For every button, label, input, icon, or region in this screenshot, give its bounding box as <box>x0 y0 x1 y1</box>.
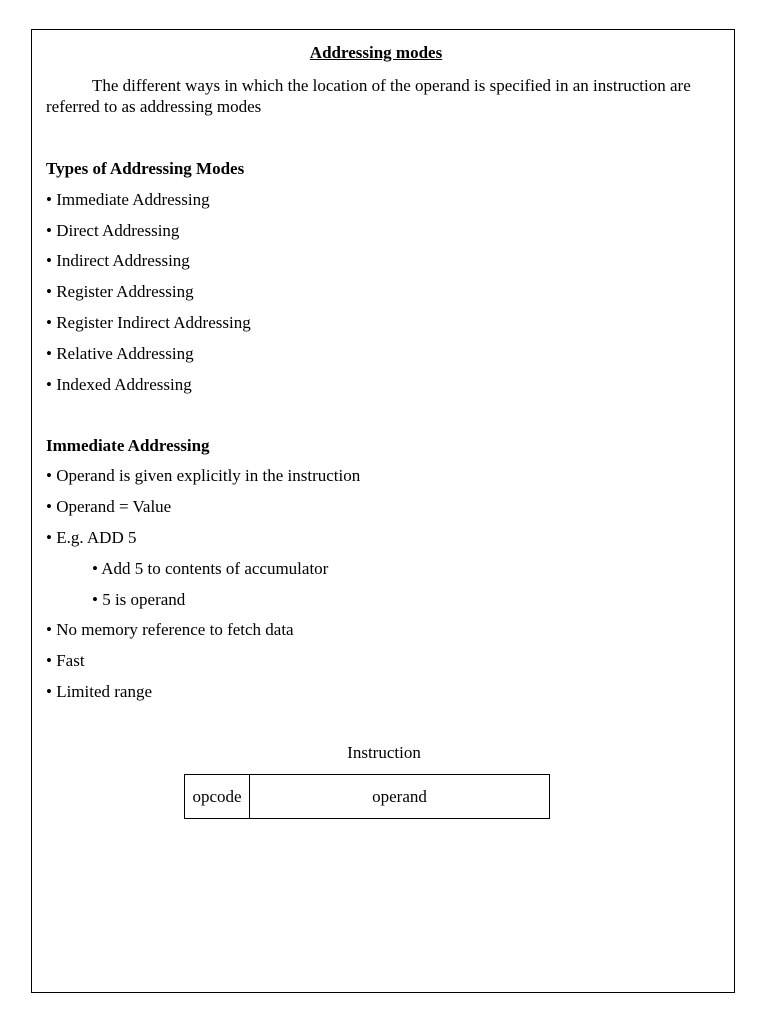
list-item: • Indexed Addressing <box>46 374 192 394</box>
list-item: • Operand is given explicitly in the instruction <box>46 466 361 486</box>
list-item: • Register Indirect Addressing <box>46 312 251 332</box>
types-heading: Types of Addressing Modes <box>46 159 245 178</box>
list-item: • E.g. ADD 5 <box>46 527 137 547</box>
instruction-format-box <box>184 774 550 819</box>
list-item: • Operand = Value <box>46 497 172 517</box>
document-body <box>46 42 706 702</box>
list-item: • Direct Addressing <box>46 220 180 240</box>
sub-list-item: • Add 5 to contents of accumulator <box>92 558 329 578</box>
list-item: • Fast <box>46 651 85 671</box>
list-item: • Limited range <box>46 681 153 701</box>
list-item: • Immediate Addressing <box>46 189 210 209</box>
page-title: Addressing modes <box>309 43 443 62</box>
list-item: • Indirect Addressing <box>46 251 190 271</box>
intro-paragraph: The different ways in which the location of the operand is specified in an instruction are referred to as addressing modes <box>46 76 691 116</box>
types-list <box>46 189 706 395</box>
list-item: • Register Addressing <box>46 282 194 302</box>
opcode-field: opcode <box>185 775 250 818</box>
immediate-heading: Immediate Addressing <box>46 435 210 455</box>
list-item: • Relative Addressing <box>46 343 194 363</box>
immediate-list <box>46 465 706 702</box>
diagram-caption: Instruction <box>347 743 421 762</box>
operand-field: operand <box>372 786 427 806</box>
sub-list-item: • 5 is operand <box>92 589 186 609</box>
list-item: • No memory reference to fetch data <box>46 620 294 640</box>
